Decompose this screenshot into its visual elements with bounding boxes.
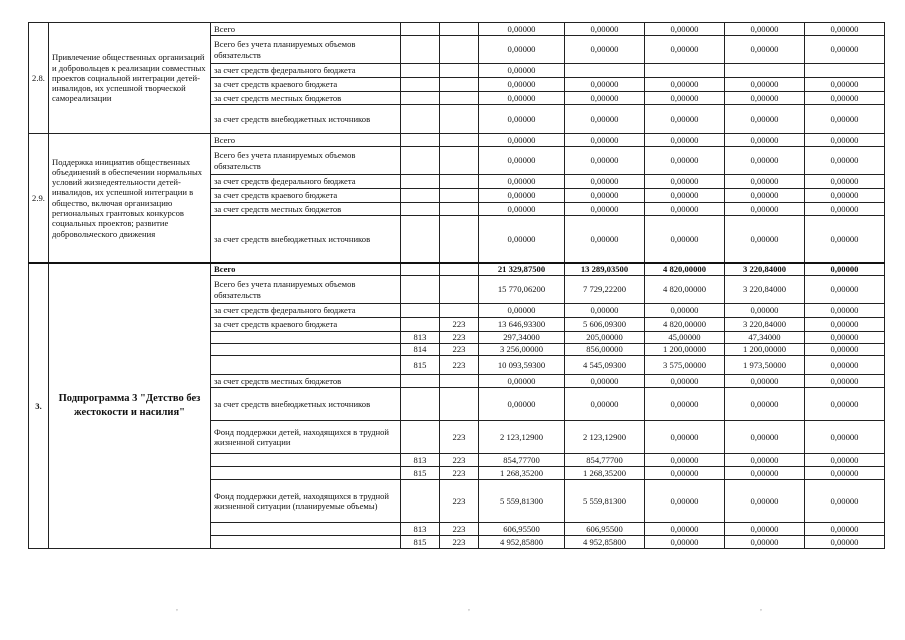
- value-cell: 0,00000: [645, 36, 725, 64]
- value-cell: 0,00000: [805, 536, 885, 549]
- value-cell: 0,00000: [805, 332, 885, 344]
- value-cell: 0,00000: [645, 375, 725, 388]
- value-cell: 0,00000: [805, 134, 885, 147]
- code-cell: [401, 276, 440, 304]
- funding-source: [211, 536, 401, 549]
- value-cell: 0,00000: [725, 189, 805, 203]
- value-cell: 0,00000: [565, 375, 645, 388]
- value-cell: 0,00000: [725, 105, 805, 134]
- value-cell: 4 820,00000: [645, 318, 725, 332]
- code-cell: [401, 318, 440, 332]
- funding-source: Всего без учета планируемых объемов обязательств: [211, 276, 401, 304]
- scan-speck: ,: [468, 603, 470, 612]
- value-cell: 0,00000: [479, 92, 565, 105]
- code-cell: 223: [440, 480, 479, 523]
- value-cell: 0,00000: [805, 203, 885, 216]
- funding-source: за счет средств федерального бюджета: [211, 64, 401, 78]
- value-cell: 0,00000: [725, 92, 805, 105]
- table-row: [29, 134, 885, 147]
- value-cell: 0,00000: [725, 375, 805, 388]
- value-cell: 0,00000: [565, 216, 645, 263]
- value-cell: 0,00000: [645, 23, 725, 36]
- code-cell: [440, 216, 479, 263]
- code-cell: 223: [440, 332, 479, 344]
- value-cell: 0,00000: [805, 105, 885, 134]
- code-cell: [440, 203, 479, 216]
- value-cell: 0,00000: [479, 304, 565, 318]
- value-cell: 0,00000: [479, 388, 565, 421]
- value-cell: 13 289,03500: [565, 263, 645, 276]
- value-cell: 0,00000: [805, 276, 885, 304]
- value-cell: 0,00000: [725, 536, 805, 549]
- value-cell: 0,00000: [645, 175, 725, 189]
- value-cell: 854,77700: [565, 454, 645, 467]
- funding-source: за счет средств краевого бюджета: [211, 78, 401, 92]
- value-cell: 1 200,00000: [725, 344, 805, 356]
- value-cell: 297,34000: [479, 332, 565, 344]
- value-cell: 0,00000: [645, 92, 725, 105]
- funding-source: за счет средств федерального бюджета: [211, 175, 401, 189]
- value-cell: 0,00000: [645, 480, 725, 523]
- code-cell: [440, 375, 479, 388]
- value-cell: 0,00000: [479, 64, 565, 78]
- value-cell: 0,00000: [565, 78, 645, 92]
- code-cell: [440, 304, 479, 318]
- code-cell: [401, 388, 440, 421]
- code-cell: 223: [440, 318, 479, 332]
- funding-source: [211, 344, 401, 356]
- funding-source: [211, 467, 401, 480]
- value-cell: 5 559,81300: [565, 480, 645, 523]
- value-cell: 0,00000: [645, 454, 725, 467]
- value-cell: 0,00000: [565, 203, 645, 216]
- budget-table: [28, 22, 885, 549]
- value-cell: 0,00000: [725, 23, 805, 36]
- value-cell: 0,00000: [565, 388, 645, 421]
- value-cell: 3 220,84000: [725, 318, 805, 332]
- value-cell: 0,00000: [725, 78, 805, 92]
- funding-source: за счет средств краевого бюджета: [211, 318, 401, 332]
- value-cell: 0,00000: [645, 105, 725, 134]
- value-cell: 0,00000: [645, 189, 725, 203]
- code-cell: [440, 175, 479, 189]
- value-cell: 0,00000: [725, 134, 805, 147]
- code-cell: [401, 421, 440, 454]
- value-cell: 0,00000: [805, 175, 885, 189]
- value-cell: 0,00000: [479, 105, 565, 134]
- value-cell: 10 093,59300: [479, 356, 565, 375]
- value-cell: 0,00000: [805, 263, 885, 276]
- code-cell: 813: [401, 454, 440, 467]
- code-cell: [401, 23, 440, 36]
- value-cell: 0,00000: [645, 467, 725, 480]
- code-cell: [401, 203, 440, 216]
- value-cell: 15 770,06200: [479, 276, 565, 304]
- value-cell: 0,00000: [805, 421, 885, 454]
- value-cell: 0,00000: [645, 134, 725, 147]
- scan-speck: ,: [760, 603, 762, 612]
- code-cell: [440, 189, 479, 203]
- value-cell: 606,95500: [565, 523, 645, 536]
- value-cell: 0,00000: [645, 78, 725, 92]
- activity-name: Привлечение общественных организаций и добровольцев к реализации совместных проектов социальной интеграции детей-инвалидов, их успешной творческой самореализации: [49, 23, 211, 134]
- value-cell: 21 329,87500: [479, 263, 565, 276]
- table-row: [29, 23, 885, 36]
- value-cell: 0,00000: [805, 318, 885, 332]
- code-cell: 223: [440, 523, 479, 536]
- code-cell: [440, 105, 479, 134]
- value-cell: 0,00000: [725, 467, 805, 480]
- code-cell: [401, 175, 440, 189]
- funding-source: [211, 523, 401, 536]
- value-cell: 0,00000: [645, 304, 725, 318]
- value-cell: 0,00000: [479, 134, 565, 147]
- value-cell: 4 952,85800: [565, 536, 645, 549]
- code-cell: 815: [401, 536, 440, 549]
- code-cell: 814: [401, 344, 440, 356]
- code-cell: 223: [440, 344, 479, 356]
- funding-source: Всего: [211, 263, 401, 276]
- value-cell: [565, 64, 645, 78]
- code-cell: [401, 105, 440, 134]
- code-cell: [401, 480, 440, 523]
- value-cell: 3 220,84000: [725, 263, 805, 276]
- value-cell: 3 575,00000: [645, 356, 725, 375]
- code-cell: [440, 64, 479, 78]
- funding-source: Всего: [211, 134, 401, 147]
- value-cell: 13 646,93300: [479, 318, 565, 332]
- section-number: 2.8.: [29, 23, 49, 134]
- value-cell: 0,00000: [805, 375, 885, 388]
- code-cell: 223: [440, 454, 479, 467]
- code-cell: [401, 78, 440, 92]
- value-cell: 45,00000: [645, 332, 725, 344]
- funding-source: Всего без учета планируемых объемов обязательств: [211, 36, 401, 64]
- value-cell: 1 268,35200: [565, 467, 645, 480]
- value-cell: 0,00000: [565, 189, 645, 203]
- value-cell: 0,00000: [805, 23, 885, 36]
- value-cell: [805, 64, 885, 78]
- code-cell: 813: [401, 523, 440, 536]
- funding-source: Всего без учета планируемых объемов обязательств: [211, 147, 401, 175]
- value-cell: 0,00000: [565, 147, 645, 175]
- value-cell: 0,00000: [805, 92, 885, 105]
- value-cell: 0,00000: [725, 421, 805, 454]
- value-cell: 0,00000: [479, 78, 565, 92]
- value-cell: 0,00000: [479, 23, 565, 36]
- section-number: 3.: [29, 263, 49, 549]
- value-cell: 3 220,84000: [725, 276, 805, 304]
- value-cell: 4 545,09300: [565, 356, 645, 375]
- value-cell: 0,00000: [565, 36, 645, 64]
- funding-source: за счет средств местных бюджетов: [211, 375, 401, 388]
- value-cell: 3 256,00000: [479, 344, 565, 356]
- value-cell: 0,00000: [479, 216, 565, 263]
- table-row: [29, 263, 885, 276]
- funding-source: за счет средств местных бюджетов: [211, 92, 401, 105]
- value-cell: 0,00000: [725, 216, 805, 263]
- section-number: 2.9.: [29, 134, 49, 263]
- code-cell: [401, 304, 440, 318]
- value-cell: 0,00000: [725, 454, 805, 467]
- code-cell: [440, 78, 479, 92]
- value-cell: 0,00000: [805, 36, 885, 64]
- code-cell: [440, 147, 479, 175]
- funding-source: за счет средств внебюджетных источников: [211, 216, 401, 263]
- value-cell: 0,00000: [565, 175, 645, 189]
- funding-source: за счет средств внебюджетных источников: [211, 105, 401, 134]
- code-cell: 223: [440, 467, 479, 480]
- code-cell: [440, 263, 479, 276]
- activity-name: Поддержка инициатив общественных объединений в обеспечении нормальных условий жизнедеятельности детей-инвалидов, их успешной интеграции в общество, включая организацию региональных грантовых конкурсов социальных проектов; развитие добровольческого движения: [49, 134, 211, 263]
- value-cell: 205,00000: [565, 332, 645, 344]
- value-cell: 0,00000: [645, 388, 725, 421]
- value-cell: 0,00000: [479, 375, 565, 388]
- value-cell: 0,00000: [565, 23, 645, 36]
- code-cell: [401, 134, 440, 147]
- scan-speck: ,: [176, 603, 178, 612]
- value-cell: 0,00000: [725, 388, 805, 421]
- code-cell: [401, 147, 440, 175]
- code-cell: [440, 36, 479, 64]
- code-cell: [440, 388, 479, 421]
- code-cell: [440, 134, 479, 147]
- funding-source: за счет средств внебюджетных источников: [211, 388, 401, 421]
- value-cell: 0,00000: [725, 147, 805, 175]
- value-cell: 0,00000: [805, 344, 885, 356]
- code-cell: [401, 36, 440, 64]
- value-cell: 0,00000: [805, 216, 885, 263]
- value-cell: 0,00000: [565, 92, 645, 105]
- code-cell: 223: [440, 421, 479, 454]
- value-cell: 0,00000: [725, 480, 805, 523]
- code-cell: 815: [401, 356, 440, 375]
- code-cell: 223: [440, 536, 479, 549]
- funding-source: за счет средств краевого бюджета: [211, 189, 401, 203]
- value-cell: 0,00000: [805, 189, 885, 203]
- value-cell: 0,00000: [645, 523, 725, 536]
- value-cell: 0,00000: [565, 105, 645, 134]
- value-cell: 0,00000: [805, 304, 885, 318]
- value-cell: 2 123,12900: [565, 421, 645, 454]
- code-cell: [440, 276, 479, 304]
- value-cell: 0,00000: [479, 189, 565, 203]
- value-cell: 5 559,81300: [479, 480, 565, 523]
- code-cell: [401, 216, 440, 263]
- value-cell: 4 952,85800: [479, 536, 565, 549]
- value-cell: 0,00000: [645, 216, 725, 263]
- value-cell: 0,00000: [725, 523, 805, 536]
- value-cell: 0,00000: [479, 175, 565, 189]
- value-cell: 0,00000: [725, 304, 805, 318]
- value-cell: 0,00000: [565, 134, 645, 147]
- funding-source: [211, 454, 401, 467]
- value-cell: 1 268,35200: [479, 467, 565, 480]
- value-cell: 0,00000: [725, 36, 805, 64]
- funding-source: [211, 356, 401, 375]
- value-cell: 0,00000: [645, 147, 725, 175]
- code-cell: [401, 263, 440, 276]
- code-cell: [401, 375, 440, 388]
- value-cell: 1 973,50000: [725, 356, 805, 375]
- value-cell: 4 820,00000: [645, 276, 725, 304]
- value-cell: 4 820,00000: [645, 263, 725, 276]
- code-cell: 223: [440, 356, 479, 375]
- value-cell: 0,00000: [805, 454, 885, 467]
- value-cell: 7 729,22200: [565, 276, 645, 304]
- code-cell: [440, 92, 479, 105]
- code-cell: [401, 189, 440, 203]
- code-cell: [401, 64, 440, 78]
- subprogram-name: Подпрограмма 3 "Детство без жестокости и насилия": [49, 263, 211, 549]
- funding-source: Фонд поддержки детей, находящихся в трудной жизненной ситуации (планируемые объемы): [211, 480, 401, 523]
- code-cell: 815: [401, 467, 440, 480]
- value-cell: 0,00000: [805, 356, 885, 375]
- value-cell: 2 123,12900: [479, 421, 565, 454]
- value-cell: 0,00000: [805, 388, 885, 421]
- value-cell: 0,00000: [645, 536, 725, 549]
- value-cell: 854,77700: [479, 454, 565, 467]
- value-cell: 0,00000: [725, 203, 805, 216]
- value-cell: 0,00000: [725, 175, 805, 189]
- value-cell: 0,00000: [479, 203, 565, 216]
- value-cell: 0,00000: [479, 36, 565, 64]
- value-cell: 606,95500: [479, 523, 565, 536]
- value-cell: 47,34000: [725, 332, 805, 344]
- value-cell: [725, 64, 805, 78]
- value-cell: 0,00000: [645, 203, 725, 216]
- funding-source: [211, 332, 401, 344]
- value-cell: 0,00000: [805, 480, 885, 523]
- value-cell: 0,00000: [805, 78, 885, 92]
- code-cell: [440, 23, 479, 36]
- funding-source: за счет средств федерального бюджета: [211, 304, 401, 318]
- value-cell: 0,00000: [565, 304, 645, 318]
- value-cell: 5 606,09300: [565, 318, 645, 332]
- code-cell: [401, 92, 440, 105]
- value-cell: 0,00000: [805, 523, 885, 536]
- funding-source: за счет средств местных бюджетов: [211, 203, 401, 216]
- value-cell: 0,00000: [805, 467, 885, 480]
- value-cell: 1 200,00000: [645, 344, 725, 356]
- value-cell: 0,00000: [805, 147, 885, 175]
- value-cell: 856,00000: [565, 344, 645, 356]
- funding-source: Фонд поддержки детей, находящихся в трудной жизненной ситуации: [211, 421, 401, 454]
- value-cell: 0,00000: [479, 147, 565, 175]
- code-cell: 813: [401, 332, 440, 344]
- value-cell: 0,00000: [645, 421, 725, 454]
- value-cell: [645, 64, 725, 78]
- funding-source: Всего: [211, 23, 401, 36]
